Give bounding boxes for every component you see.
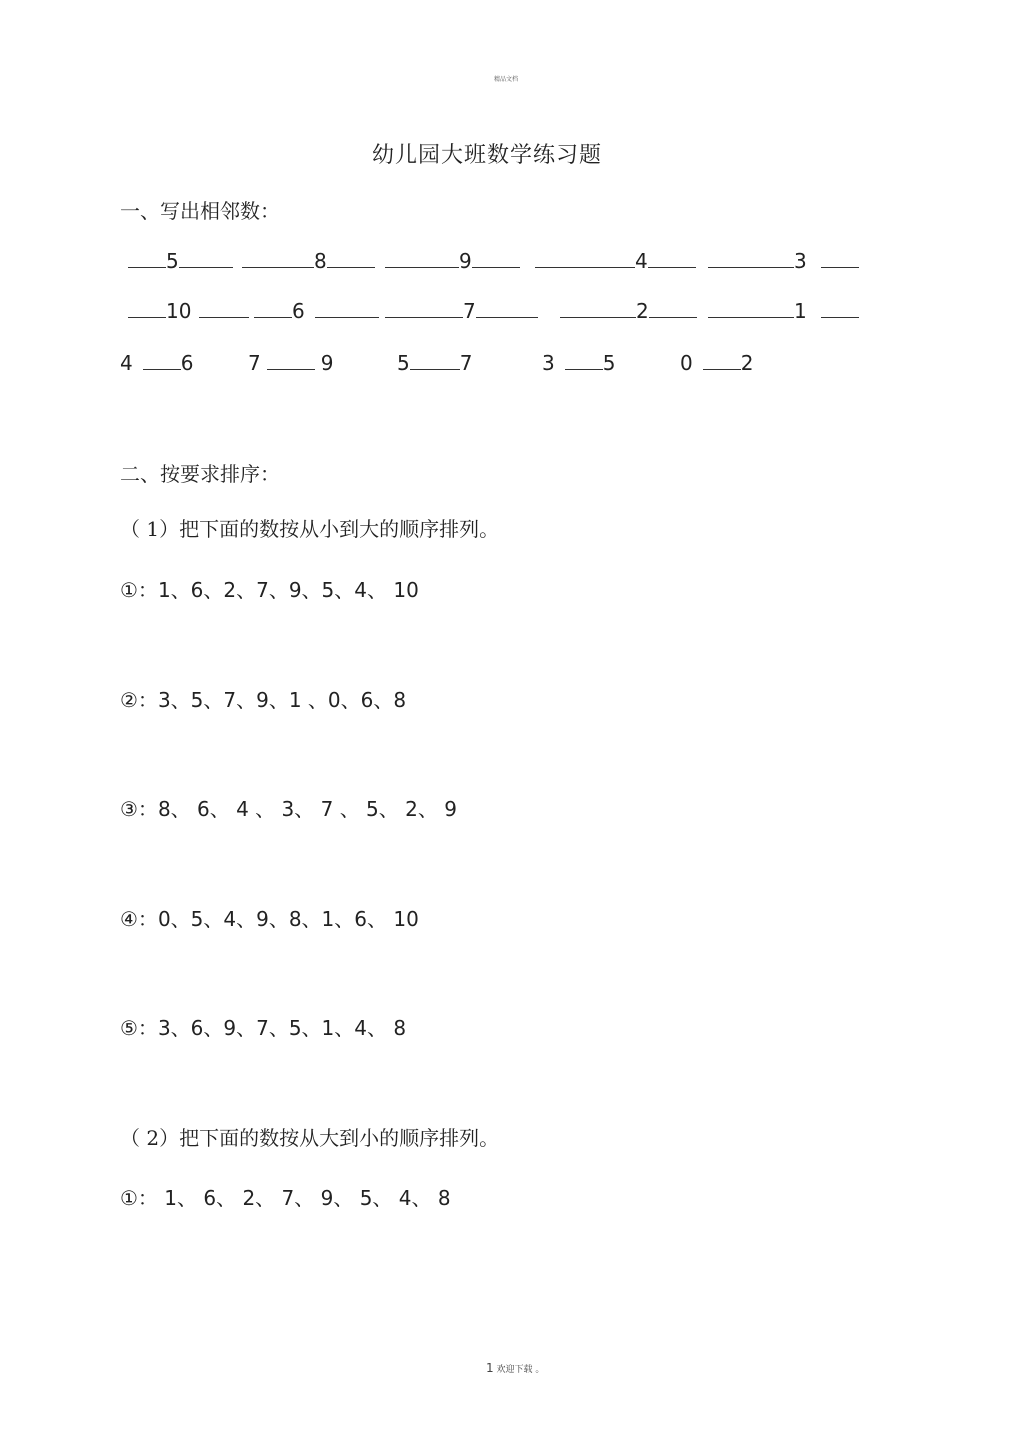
answer-blank[interactable] <box>648 249 696 268</box>
left-number: 7 <box>248 351 261 375</box>
section1-heading: 一、写出相邻数： <box>120 199 280 223</box>
sequence-item <box>120 684 406 713</box>
adjacent-item <box>535 249 696 273</box>
answer-blank[interactable] <box>560 299 636 318</box>
item-marker: ①： <box>120 578 158 602</box>
answer-blank[interactable] <box>410 351 460 370</box>
given-number: 2 <box>636 299 649 323</box>
footer-label: 欢迎下载 <box>496 1365 533 1375</box>
adjacent-item <box>254 299 379 323</box>
answer-blank[interactable] <box>254 299 292 318</box>
page-header-label: 精品文档 <box>494 76 519 83</box>
item-marker: ③： <box>120 797 158 821</box>
item-marker: ⑤： <box>120 1016 158 1040</box>
sequence-item <box>120 1012 406 1041</box>
part2-instruction: （ 2）把下面的数按从大到小的顺序排列。 <box>120 1126 500 1150</box>
left-number: 3 <box>542 351 555 375</box>
between-item <box>397 351 472 375</box>
given-number: 9 <box>459 249 472 273</box>
item-numbers: 8、 6、 4 、 3、 7 、 5、 2、 9 <box>157 797 457 821</box>
right-number: 7 <box>459 351 473 375</box>
given-number: 8 <box>314 249 327 273</box>
left-number: 0 <box>680 351 693 375</box>
answer-blank[interactable] <box>315 299 379 318</box>
answer-blank[interactable] <box>821 299 859 318</box>
given-number: 7 <box>463 299 476 323</box>
right-number: 6 <box>180 351 194 375</box>
page-title: 幼儿园大班数学练习题 <box>372 143 603 168</box>
answer-blank[interactable] <box>128 249 166 268</box>
given-number: 1 <box>794 299 807 323</box>
left-number: 4 <box>120 351 133 375</box>
answer-blank[interactable] <box>565 351 603 370</box>
item-numbers: 0、5、4、9、8、1、6、 10 <box>157 907 419 931</box>
answer-blank[interactable] <box>472 249 520 268</box>
sequence-item <box>120 574 419 603</box>
answer-blank[interactable] <box>476 299 538 318</box>
between-item <box>680 351 753 375</box>
answer-blank[interactable] <box>179 249 233 268</box>
answer-blank[interactable] <box>535 249 635 268</box>
answer-blank[interactable] <box>242 249 314 268</box>
given-number: 10 <box>166 299 192 323</box>
given-number: 5 <box>166 249 179 273</box>
answer-blank[interactable] <box>143 351 181 370</box>
item-numbers: 1、 6、 2、 7、 9、 5、 4、 8 <box>157 1186 451 1210</box>
left-number: 5 <box>397 351 410 375</box>
sequence-item <box>120 793 457 822</box>
item-numbers: 3、6、9、7、5、1、4、 8 <box>157 1016 407 1040</box>
right-number: 9 <box>320 351 334 375</box>
item-numbers: 3、5、7、9、1 、0、6、8 <box>157 688 407 712</box>
answer-blank[interactable] <box>703 351 741 370</box>
between-item <box>542 351 615 375</box>
answer-blank[interactable] <box>708 249 794 268</box>
answer-blank[interactable] <box>327 249 375 268</box>
item-marker: ②： <box>120 688 158 712</box>
answer-blank[interactable] <box>267 351 315 370</box>
sequence-item <box>120 1182 451 1211</box>
answer-blank[interactable] <box>385 299 463 318</box>
sequence-item <box>120 903 419 932</box>
answer-blank[interactable] <box>708 299 794 318</box>
answer-blank[interactable] <box>821 249 859 268</box>
adjacent-item <box>128 249 233 273</box>
item-numbers: 1、6、2、7、9、5、4、 10 <box>157 578 419 602</box>
between-item <box>120 351 193 375</box>
item-marker: ④： <box>120 907 158 931</box>
given-number: 4 <box>635 249 648 273</box>
adjacent-item <box>385 249 520 273</box>
right-number: 2 <box>740 351 754 375</box>
part1-instruction: （ 1）把下面的数按从小到大的顺序排列。 <box>120 517 500 541</box>
answer-blank[interactable] <box>385 249 459 268</box>
answer-blank[interactable] <box>649 299 697 318</box>
answer-blank[interactable] <box>199 299 249 318</box>
adjacent-item <box>128 299 249 323</box>
right-number: 5 <box>602 351 616 375</box>
between-item <box>248 351 333 375</box>
adjacent-item <box>708 299 859 323</box>
given-number: 6 <box>292 299 305 323</box>
section2-heading: 二、按要求排序： <box>120 462 280 486</box>
item-marker: ①： <box>120 1186 158 1210</box>
footer-dot: 。 <box>535 1365 545 1375</box>
page-footer <box>486 1361 544 1375</box>
adjacent-item <box>242 249 375 273</box>
page-number: 1 <box>486 1361 494 1375</box>
given-number: 3 <box>794 249 807 273</box>
adjacent-item <box>385 299 538 323</box>
adjacent-item <box>560 299 697 323</box>
answer-blank[interactable] <box>128 299 166 318</box>
adjacent-item <box>708 249 859 273</box>
